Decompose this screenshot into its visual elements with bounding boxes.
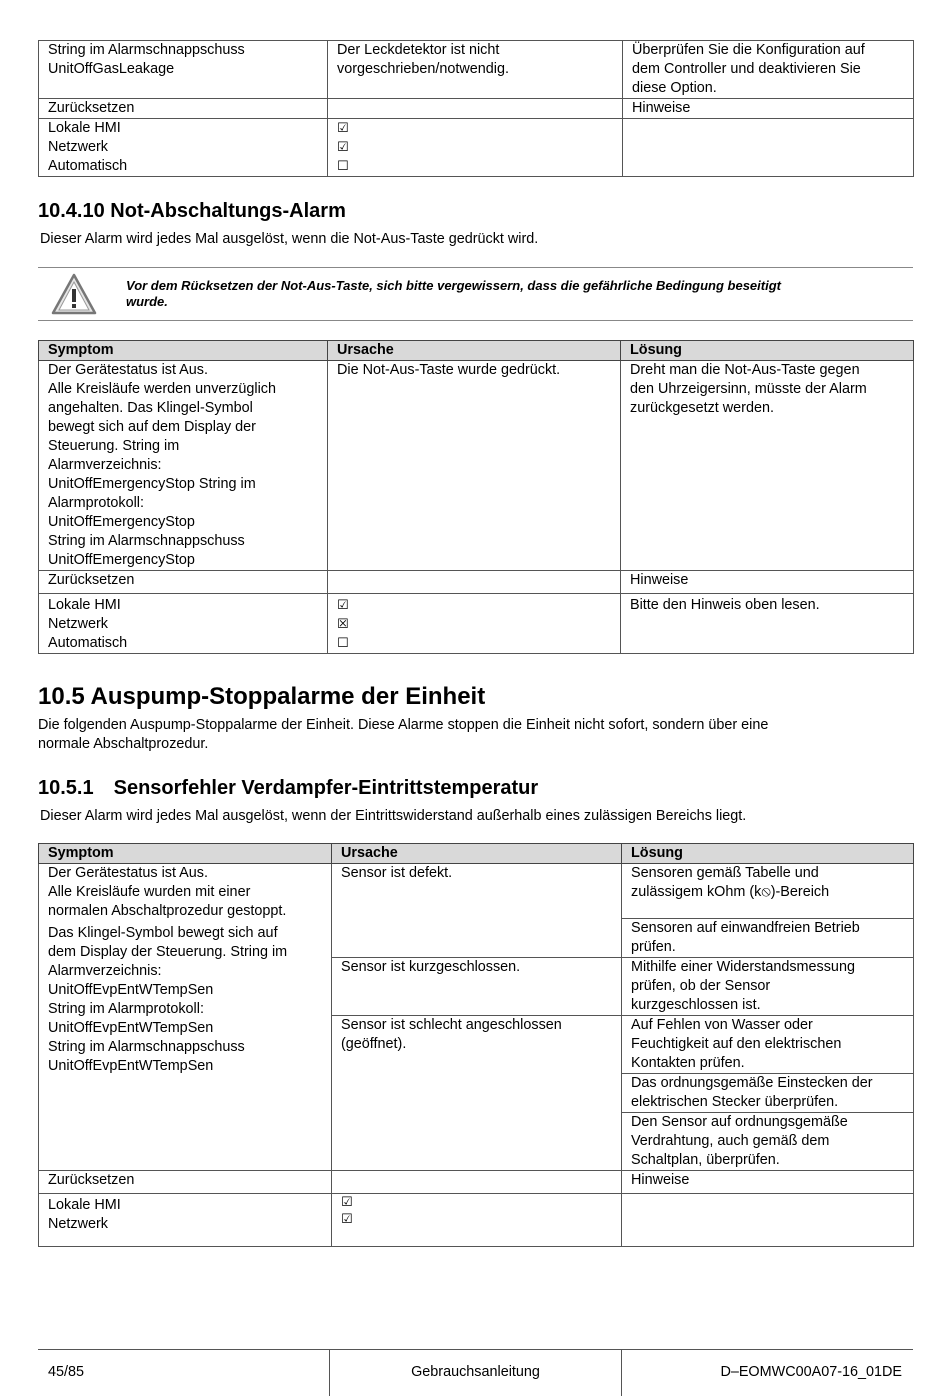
reset-checkboxes	[328, 119, 623, 177]
reset-label: Zurücksetzen	[39, 99, 328, 119]
header-solution: Lösung	[622, 844, 914, 864]
cause-cell: Sensor ist schlecht angeschlossen (geöffnet).	[332, 1016, 622, 1171]
section-heading: Sensorfehler Verdampfer-Eintrittstemperatur	[113, 777, 539, 799]
warning-rule-bottom	[38, 320, 913, 321]
reset-checkboxes	[332, 1194, 622, 1247]
checkbox-icon: ☑	[341, 1195, 353, 1210]
solution-cell: Auf Fehlen von Wasser oder Feuchtigkeit auf den elektrischen Kontakten prüfen.	[622, 1016, 914, 1074]
symptom-cell: Der Gerätestatus ist Aus. Alle Kreisläufe wurden mit einer normalen Abschaltprozedur gestoppt. Das Klingel-Symbol bewegt sich auf dem Display der Steuerung. String im Alarmverzeichnis: UnitOffEvpEntWTempSen String im Alarmprotokoll: UnitOffEvpEntWTempSen String im Alarmschnappschuss UnitOffEvpEntWTempSen	[39, 864, 332, 1171]
header-solution: Lösung	[621, 341, 914, 361]
page-number: 45/85	[48, 1364, 85, 1380]
section-intro: Die folgenden Auspump-Stoppalarme der Einheit. Diese Alarme stoppen die Einheit nicht sofort, sondern über eine normale Abschaltprozedur.	[38, 717, 769, 752]
header-symptom: Symptom	[39, 844, 332, 864]
cause-cell: Der Leckdetektor ist nicht vorgeschrieben/notwendig.	[328, 41, 623, 99]
solution-cell: Sensoren gemäß Tabelle und zulässigem kOhm (k⦸)-Bereich	[622, 864, 914, 919]
empty-cell	[332, 1171, 622, 1194]
emergency-stop-table	[38, 340, 914, 654]
notes-cell	[622, 1194, 914, 1247]
checkbox-icon: ☑	[337, 140, 349, 155]
footer-title: Gebrauchsanleitung	[411, 1364, 540, 1380]
header-cause: Ursache	[328, 341, 621, 361]
notes-label: Hinweise	[623, 99, 914, 119]
checkbox-icon: ☑	[341, 1212, 353, 1227]
header-symptom: Symptom	[39, 341, 328, 361]
symptom-cell: Der Gerätestatus ist Aus. Alle Kreisläufe werden unverzüglich angehalten. Das Klingel-Symbol bewegt sich auf dem Display der Steuerung. String im Alarmverzeichnis: UnitOffEmergencyStop String im Alarmprotokoll: UnitOffEmergencyStop String im Alarmschnappschuss UnitOffEmergencyStop	[39, 361, 328, 571]
notes-label: Hinweise	[622, 1171, 914, 1194]
symptom-cell: String im Alarmschnappschuss UnitOffGasLeakage	[39, 41, 328, 99]
reset-label: Zurücksetzen	[39, 1171, 332, 1194]
checkbox-icon: ☑	[337, 598, 349, 613]
section-title-10-5-1	[38, 776, 538, 800]
notes-cell	[623, 119, 914, 177]
empty-cell	[328, 99, 623, 119]
checkbox-icon: ☐	[337, 636, 349, 651]
empty-cell	[328, 571, 621, 594]
reset-note: Bitte den Hinweis oben lesen.	[621, 594, 914, 654]
cause-cell: Die Not-Aus-Taste wurde gedrückt.	[328, 361, 621, 571]
evap-sensor-table	[38, 843, 914, 1247]
warning-rule-top	[38, 267, 913, 268]
section-title-10-5: 10.5 Auspump-Stoppalarme der Einheit	[38, 683, 486, 710]
gas-leak-alarm-table	[38, 40, 914, 177]
checkbox-icon: ☐	[337, 159, 349, 174]
checkbox-icon: ☑	[337, 121, 349, 136]
section-intro: Dieser Alarm wird jedes Mal ausgelöst, wenn der Eintrittswiderstand außerhalb eines zulässigen Bereichs liegt.	[40, 808, 747, 824]
reset-items: Lokale HMI Netzwerk Automatisch	[39, 119, 328, 177]
header-cause: Ursache	[332, 844, 622, 864]
checkbox-icon: ☒	[337, 617, 349, 632]
solution-cell: Den Sensor auf ordnungsgemäße Verdrahtung, auch gemäß dem Schaltplan, überprüfen.	[622, 1113, 914, 1171]
reset-label: Zurücksetzen	[39, 571, 328, 594]
solution-cell: Mithilfe einer Widerstandsmessung prüfen, ob der Sensor kurzgeschlossen ist.	[622, 958, 914, 1016]
solution-cell: Überprüfen Sie die Konfiguration auf dem Controller und deaktivieren Sie diese Option.	[623, 41, 914, 99]
document-id: D–EOMWC00A07-16_01DE	[720, 1364, 902, 1380]
cause-cell: Sensor ist kurzgeschlossen.	[332, 958, 622, 1016]
warning-text: Vor dem Rücksetzen der Not-Aus-Taste, sich bitte vergewissern, dass die gefährliche Bedingung beseitigt wurde.	[126, 278, 781, 309]
warning-icon	[50, 272, 98, 316]
cause-cell: Sensor ist defekt.	[332, 864, 622, 958]
solution-cell: Dreht man die Not-Aus-Taste gegen den Uhrzeigersinn, müsste der Alarm zurückgesetzt werden.	[621, 361, 914, 571]
footer-rule	[38, 1349, 913, 1350]
section-title-10-4-10: 10.4.10 Not-Abschaltungs-Alarm	[38, 200, 346, 222]
reset-items: Lokale HMI Netzwerk Automatisch	[39, 594, 328, 654]
section-intro: Dieser Alarm wird jedes Mal ausgelöst, wenn die Not-Aus-Taste gedrückt wird.	[40, 231, 539, 247]
solution-cell: Das ordnungsgemäße Einstecken der elektrischen Stecker überprüfen.	[622, 1074, 914, 1113]
reset-checkboxes	[328, 594, 621, 654]
notes-label: Hinweise	[621, 571, 914, 594]
solution-cell: Sensoren auf einwandfreien Betrieb prüfen.	[622, 919, 914, 958]
reset-items: Lokale HMI Netzwerk	[39, 1194, 332, 1247]
section-number: 10.5.1	[38, 777, 94, 799]
